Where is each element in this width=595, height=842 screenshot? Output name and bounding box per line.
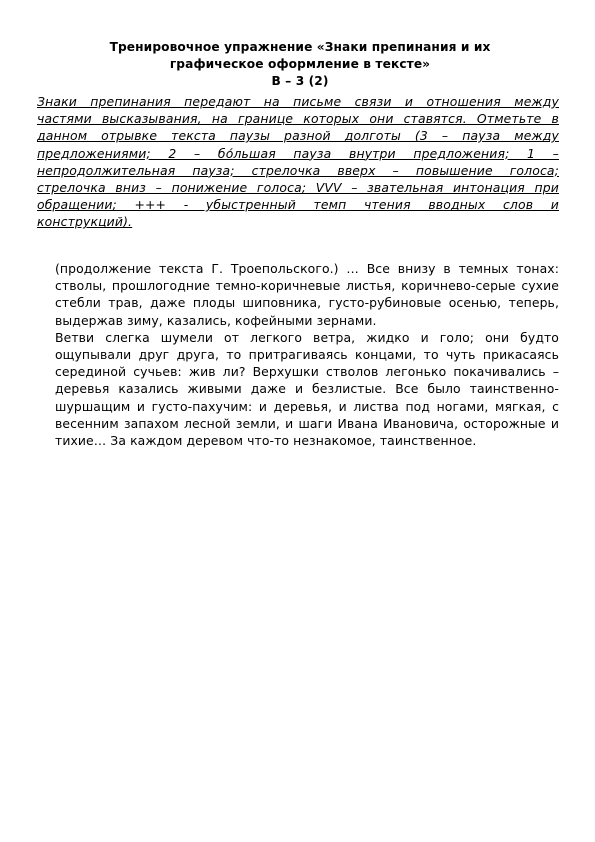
title-line-1: Тренировочное упражнение «Знаки препинания и их: [109, 40, 491, 54]
title-line-2: графическое оформление в тексте»: [169, 57, 431, 71]
exercise-instruction: Знаки препинания передают на письме связи и отношения между частями высказывания, на границе которых они ставятся. Отметьте в данном отрывке текста паузы разной долготы (3 – пауза между предложениями; 2 – бо́льшая пауза внутри предложения; 1 – непродолжительная пауза; стрелочка вверх – повышение голоса; стрелочка вниз – понижение голоса; VVV – звательная интонация при обращении; +++ - убыстренный темп чтения вводных слов и конструкций).: [37, 94, 559, 230]
title-line-3: В – 3 (2): [271, 74, 329, 88]
document-title: [60, 39, 540, 90]
exercise-text: [55, 260, 559, 449]
text-paragraph-2: Ветви слегка шумели от легкого ветра, жидко и голо; они будто ощупывали друг друга, то притрагиваясь концами, то чуть прикасаясь серединой сучьев: жив ли? Верхушки стволов легонько покачивались – деревья казались живыми даже и безлистые. Все было таинственно-шуршащим и густо-пахучим: и деревья, и листва под ногами, мягкая, с весенним запахом лесной земли, и шаги Ивана Ивановича, осторожные и тихие… За каждом деревом что-то незнакомое, таинственное.: [55, 329, 559, 449]
text-paragraph-1: (продолжение текста Г. Троепольского.) … Все внизу в темных тонах: стволы, прошлогодние темно-коричневые листья, коричнево-серые сухие стебли трав, даже плоды шиповника, густо-рубиновые осенью, теперь, выдержав зиму, казались, кофейными зернами.: [55, 261, 559, 328]
